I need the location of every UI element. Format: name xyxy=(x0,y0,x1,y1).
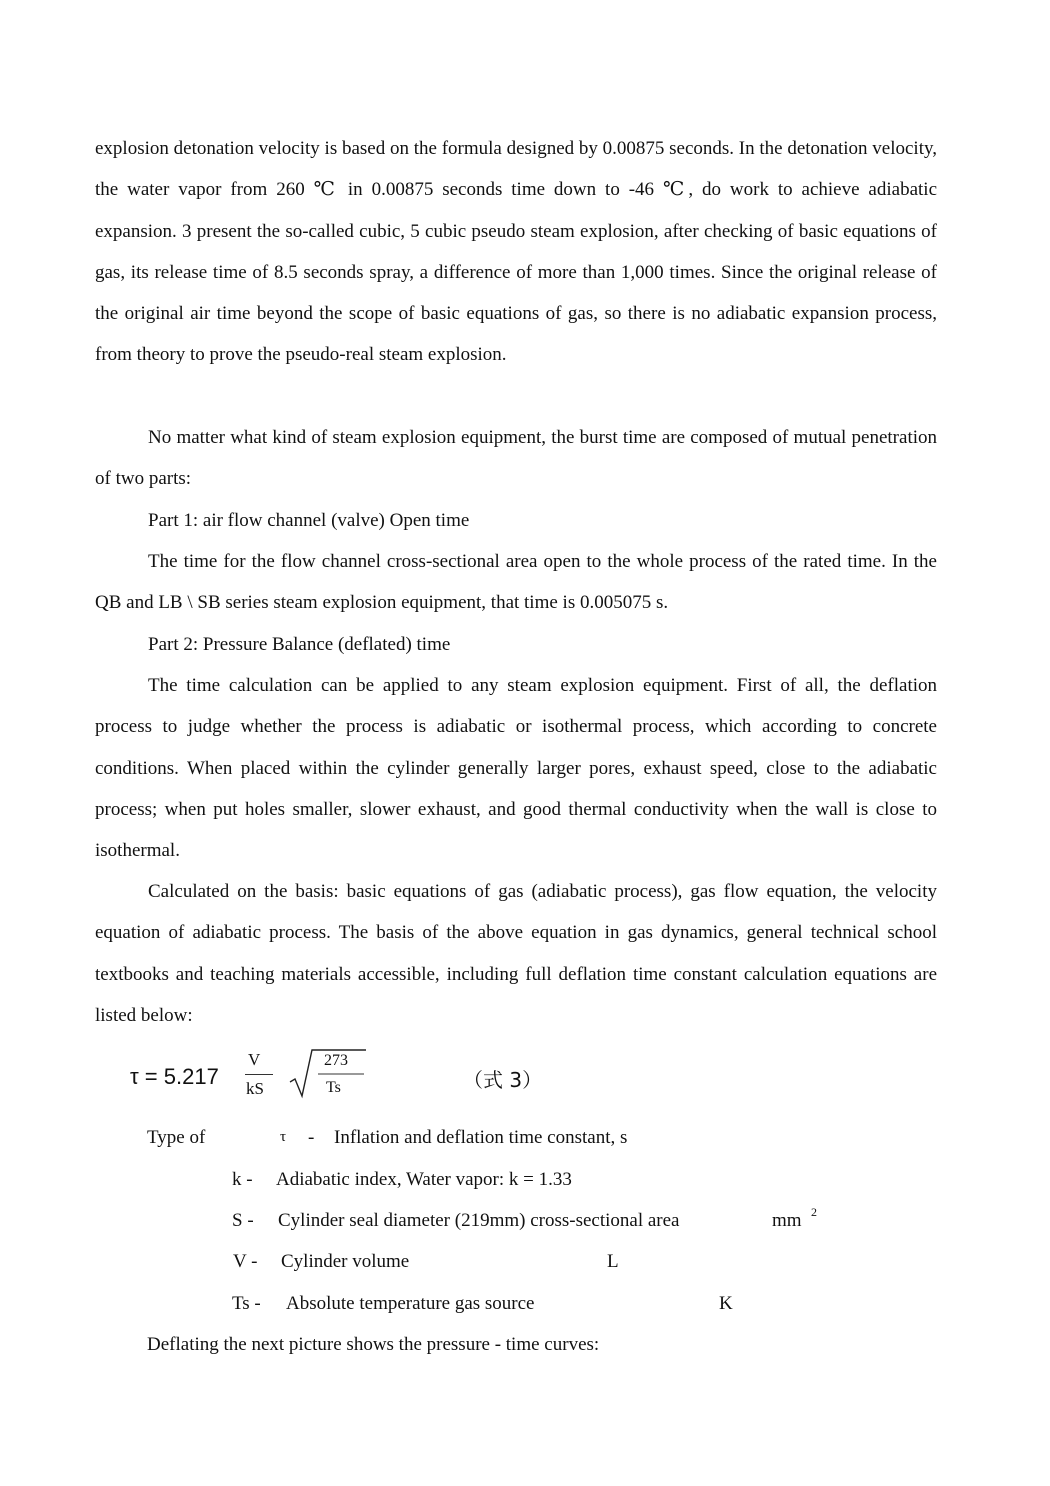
ts-symbol: Ts - xyxy=(232,1293,261,1314)
paragraph-burst-time: No matter what kind of steam explosion equipment, the burst time are composed of mutual penetration of two parts: xyxy=(95,427,937,490)
fraction-bar xyxy=(245,1074,273,1075)
definitions-lead: Type of xyxy=(147,1127,206,1148)
s-unit: mm xyxy=(772,1210,802,1231)
s-definition: Cylinder seal diameter (219mm) cross-sectional area xyxy=(278,1210,680,1231)
formula-tag: （式 3） xyxy=(463,1068,543,1092)
paragraph-part-2: Part 2: Pressure Balance (deflated) time xyxy=(148,634,451,655)
formula-numerator: V xyxy=(248,1050,261,1069)
paragraph-detonation-velocity: explosion detonation velocity is based on the formula designed by 0.00875 seconds. In the detonation velocity, the water vapor from 260 ℃ in 0.00875 seconds time down to -46 ℃, do work to achieve adiabatic expansion. 3 present the so-called cubic, 5 cubic pseudo steam explosion, after checking of basic equations of gas, its release time of 8.5 seconds spray, a difference of more than 1,000 times. Since the original release of the original air time beyond the scope of basic equations of gas, so there is no adiabatic expansion process, from theory to prove the pseudo-real steam explosion. xyxy=(95,138,937,366)
formula-equation-3 xyxy=(128,1046,558,1106)
s-symbol: S - xyxy=(232,1210,254,1231)
root-denominator: Ts xyxy=(326,1079,341,1096)
formula-lhs: τ = 5.217 xyxy=(130,1064,219,1089)
tau-dash: - xyxy=(308,1127,315,1148)
closing-sentence: Deflating the next picture shows the pressure - time curves: xyxy=(147,1334,600,1355)
s-unit-superscript: 2 xyxy=(811,1205,817,1219)
ts-unit: K xyxy=(719,1293,733,1314)
paragraph-time-calculation: The time calculation can be applied to any steam explosion equipment. First of all, the deflation process to judge whether the process is adiabatic or isothermal process, which according to concrete conditions. When placed within the cylinder generally larger pores, exhaust speed, close to the adiabatic process; when put holes smaller, slower exhaust, and good thermal conductivity when the wall is close to isothermal. xyxy=(95,675,937,862)
ts-definition: Absolute temperature gas source xyxy=(286,1293,535,1314)
formula-denominator: kS xyxy=(246,1079,264,1098)
paragraph-part-1: Part 1: air flow channel (valve) Open time xyxy=(148,510,470,531)
k-symbol: k - xyxy=(232,1169,253,1190)
root-numerator: 273 xyxy=(324,1052,348,1069)
k-definition: Adiabatic index, Water vapor: k = 1.33 xyxy=(276,1169,572,1190)
paragraph-open-time: The time for the flow channel cross-sectional area open to the whole process of the rated time. In the QB and LB \ SB series steam explosion equipment, that time is 0.005075 s. xyxy=(95,551,937,614)
tau-symbol: τ xyxy=(280,1129,287,1145)
paragraph-calculation-basis: Calculated on the basis: basic equations of gas (adiabatic process), gas flow equation, the velocity equation of adiabatic process. The basis of the above equation in gas dynamics, general technical school textbooks and teaching materials accessible, including full deflation time constant calculation equations are listed below: xyxy=(95,881,937,1026)
v-definition: Cylinder volume xyxy=(281,1251,410,1272)
tau-definition: Inflation and deflation time constant, s xyxy=(334,1127,628,1148)
v-unit: L xyxy=(607,1251,619,1272)
v-symbol: V - xyxy=(233,1251,258,1272)
